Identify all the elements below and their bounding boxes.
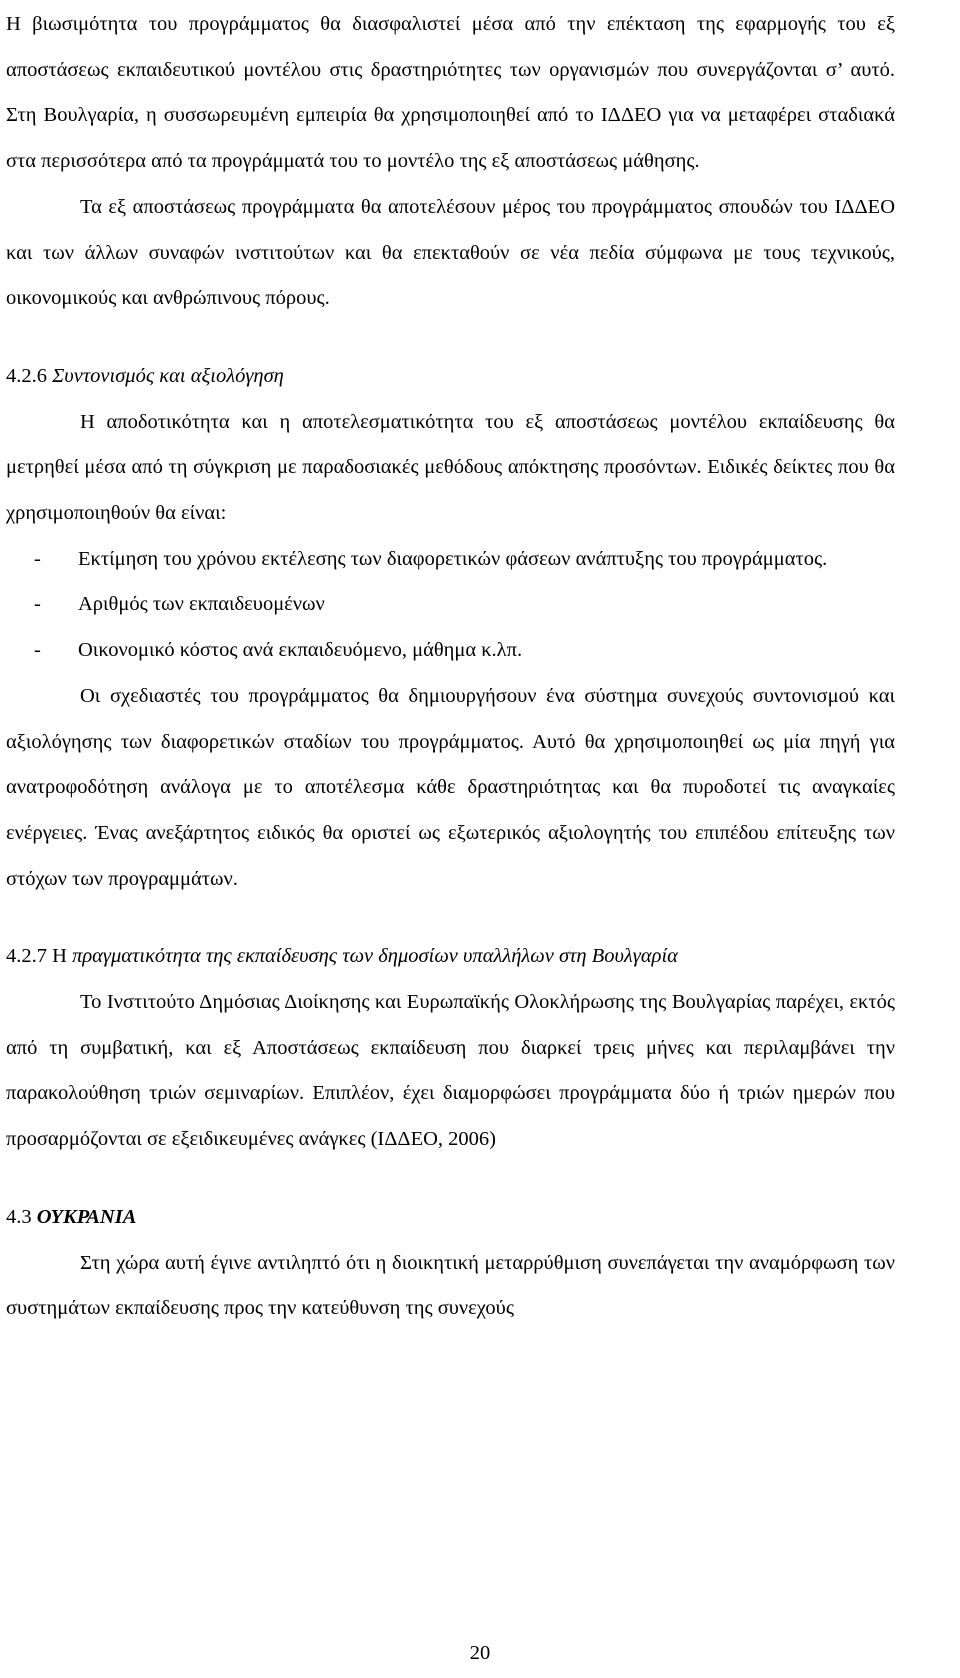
list-item-text: Αριθμός των εκπαιδευομένων <box>78 593 325 616</box>
spacer <box>6 322 895 354</box>
list-item-text: Οικονομικό κόστος ανά εκπαιδευόμενο, μάθημα κ.λπ. <box>78 639 523 662</box>
section-heading-4-3 <box>6 1195 895 1241</box>
list-dash: - <box>34 547 41 570</box>
paragraph-effectiveness: Η αποδοτικότητα και η αποτελεσματικότητα του εξ αποστάσεως μοντέλου εκπαίδευσης θα μετρηθεί μέσα από τη σύγκριση με παραδοσιακές μεθόδους απόκτησης προσόντων. Ειδικές δείκτες που θα χρησιμοποιηθούν θα είναι: <box>6 410 895 525</box>
section-heading-4-2-7 <box>6 934 895 980</box>
indicator-list <box>6 537 895 674</box>
paragraph-coordination: Οι σχεδιαστές του προγράμματος θα δημιουργήσουν ένα σύστημα συνεχούς συντονισμού και αξιολόγησης των διαφορετικών σταδίων του προγράμματος. Αυτό θα χρησιμοποιηθεί ως μία πηγή για ανατροφοδότηση ανάλογα με το αποτέλεσμα κάθε δραστηριότητας και θα πυροδοτεί τις αναγκαίες ενέργειες. Ένας ανεξάρτητος ειδικός θα οριστεί ως εξωτερικός αξιολογητής του επιπέδου επίτευξης των στόχων των προγραμμάτων. <box>6 684 895 890</box>
section-heading-4-2-6 <box>6 354 895 400</box>
section-title: Συντονισμός και αξιολόγηση <box>52 364 284 387</box>
page-content <box>6 2 895 1332</box>
section-number: 4.3 <box>6 1205 32 1228</box>
list-dash: - <box>34 593 41 616</box>
spacer <box>6 1163 895 1195</box>
section-number: 4.2.6 <box>6 364 47 387</box>
paragraph-distance-programs: Τα εξ αποστάσεως προγράμματα θα αποτελέσουν μέρος του προγράμματος σπουδών του ΙΔΔΕΟ και των άλλων συναφών ινστιτούτων και θα επεκταθούν σε νέα πεδία σύμφωνα με τους τεχνικούς, οικονομικούς και ανθρώπινους πόρους. <box>6 195 895 310</box>
list-item <box>6 537 895 583</box>
section-number: 4.2.7 Η <box>6 945 67 968</box>
list-item-text: Εκτίμηση του χρόνου εκτέλεσης των διαφορετικών φάσεων ανάπτυξης του προγράμματος. <box>78 547 828 570</box>
spacer <box>6 902 895 934</box>
section-title: πραγματικότητα της εκπαίδευσης των δημοσίων υπαλλήλων στη Βουλγαρία <box>72 945 678 968</box>
list-dash: - <box>34 639 41 662</box>
paragraph-bulgaria-training: Το Ινστιτούτο Δημόσιας Διοίκησης και Ευρωπαϊκής Ολοκλήρωσης της Βουλγαρίας παρέχει, εκτός από τη συμβατική, και εξ Αποστάσεως εκπαίδευση που διαρκεί τρεις μήνες και περιλαμβάνει την παρακολούθηση τριών σεμιναρίων. Επιπλέον, έχει διαμορφώσει προγράμματα δύο ή τριών ημερών που προσαρμόζονται σε εξειδικευμένες ανάγκες (ΙΔΔΕΟ, 2006) <box>6 991 895 1151</box>
paragraph-ukraine: Στη χώρα αυτή έγινε αντιληπτό ότι η διοικητική μεταρρύθμιση συνεπάγεται την αναμόρφωση των συστημάτων εκπαίδευσης προς την κατεύθυνση της συνεχούς <box>6 1251 895 1320</box>
list-item <box>6 628 895 674</box>
list-item <box>6 582 895 628</box>
paragraph-sustainability: Η βιωσιμότητα του προγράμματος θα διασφαλιστεί μέσα από την επέκταση της εφαρμογής του εξ αποστάσεως εκπαιδευτικού μοντέλου στις δραστηριότητες των οργανισμών που συνεργάζονται σ’ αυτό. Στη Βουλγαρία, η συσσωρευμένη εμπειρία θα χρησιμοποιηθεί από το ΙΔΔΕΟ για να μεταφέρει σταδιακά στα περισσότερα από τα προγράμματά του το μοντέλο της εξ αποστάσεως μάθησης. <box>6 13 895 173</box>
section-title: ΟΥΚΡΑΝΙΑ <box>36 1205 137 1228</box>
page-number: 20 <box>469 1642 491 1664</box>
